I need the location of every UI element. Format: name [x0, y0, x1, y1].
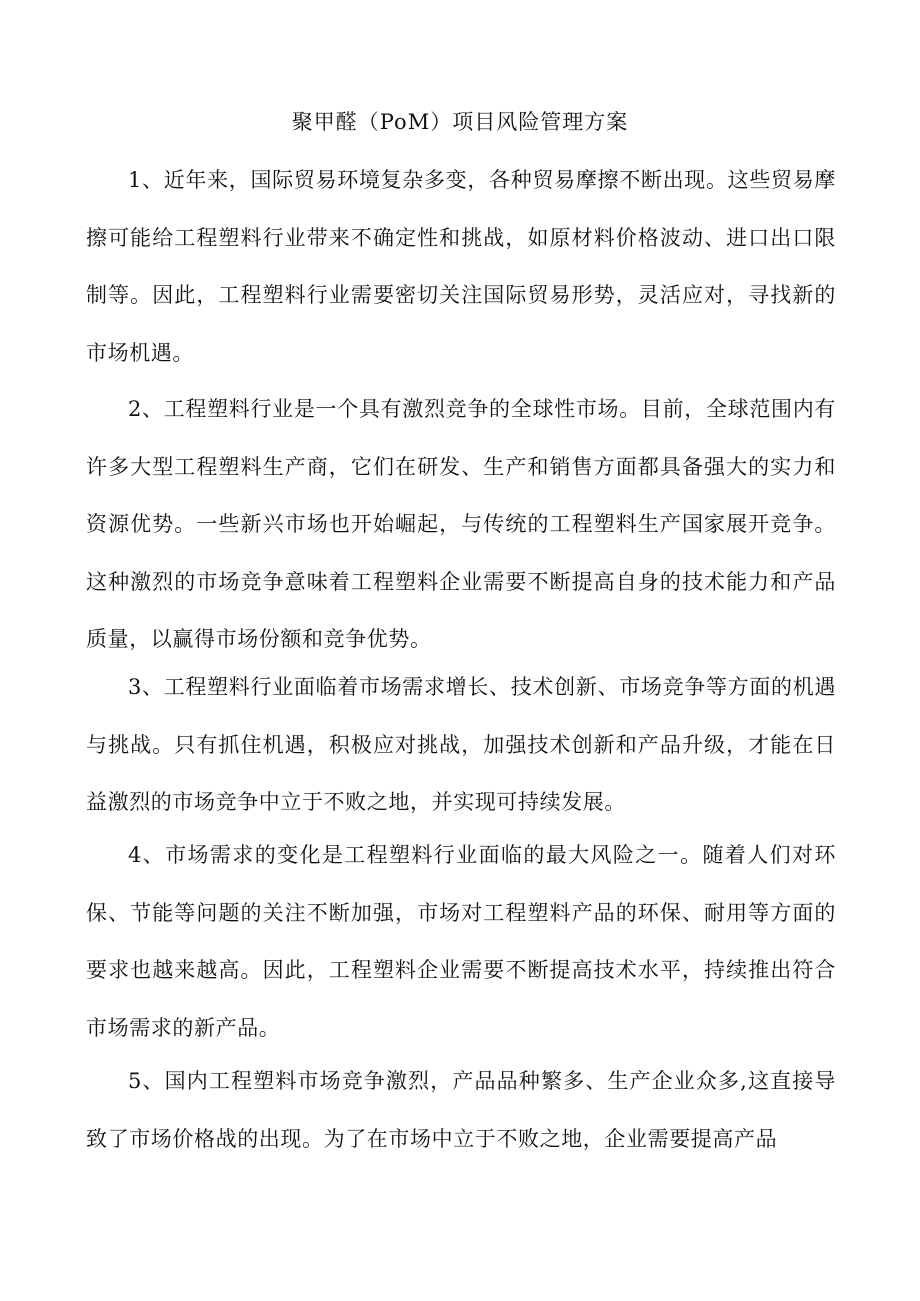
- paragraph-3: 3、工程塑料行业面临着市场需求增长、技术创新、市场竞争等方面的机遇与挑战。只有抓住机遇，积极应对挑战，加强技术创新和产品升级，才能在日益激烈的市场竞争中立于不败之地，并实现可持续发展。: [86, 675, 836, 814]
- document-title: 聚甲醛（PoM）项目风险管理方案: [291, 110, 629, 134]
- paragraph-2: 2、工程塑料行业是一个具有激烈竞争的全球性市场。目前，全球范围内有许多大型工程塑料生产商，它们在研发、生产和销售方面都具备强大的实力和资源优势。一些新兴市场也开始崛起，与传统的工程塑料生产国家展开竞争。这种激烈的市场竞争意味着工程塑料企业需要不断提高自身的技术能力和产品质量，以赢得市场份额和竞争优势。: [86, 397, 836, 651]
- paragraph-1: 1、近年来，国际贸易环境复杂多变，各种贸易摩擦不断出现。这些贸易摩擦可能给工程塑料行业带来不确定性和挑战，如原材料价格波动、进口出口限制等。因此，工程塑料行业需要密切关注国际贸易形势，灵活应对，寻找新的市场机遇。: [86, 168, 836, 365]
- paragraph-5: 5、国内工程塑料市场竞争激烈，产品品种繁多、生产企业众多,这直接导致了市场价格战的出现。为了在市场中立于不败之地，企业需要提高产品: [86, 1069, 836, 1151]
- paragraph-4: 4、市场需求的变化是工程塑料行业面临的最大风险之一。随着人们对环保、节能等问题的关注不断加强，市场对工程塑料产品的环保、耐用等方面的要求也越来越高。因此，工程塑料企业需要不断提高技术水平，持续推出符合市场需求的新产品。: [86, 843, 836, 1040]
